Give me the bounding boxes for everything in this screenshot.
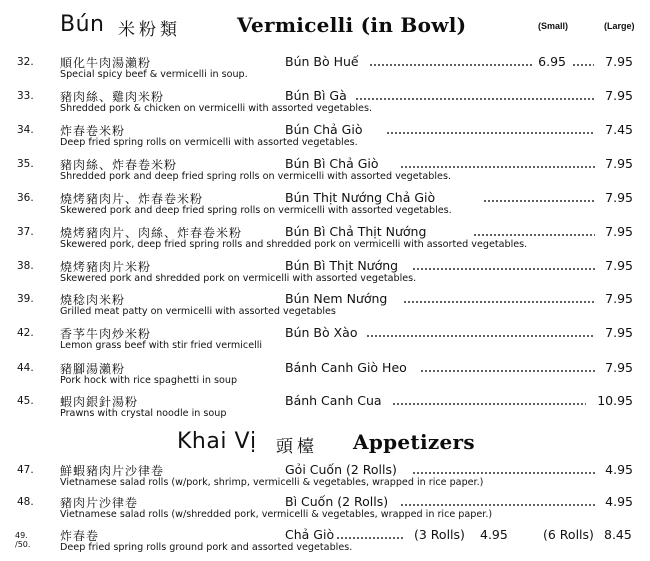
item-number: 38. xyxy=(17,260,34,272)
item-description: Deep fried spring rolls on vermicelli with assorted vegetables. xyxy=(60,137,358,148)
price-large: 7.95 xyxy=(605,291,633,306)
item-number: 33. xyxy=(17,90,34,102)
item-description: Skewered pork and shredded pork on vermicelli with assorted vegetables. xyxy=(60,273,417,284)
item-number: 34. xyxy=(17,124,34,136)
section-title-en: Appetizers xyxy=(353,430,475,454)
section-title-viet: Bún xyxy=(60,12,105,37)
quantity-small: (3 Rolls) xyxy=(414,527,465,542)
item-name-zh: 香芧牛肉炒米粉 xyxy=(60,327,152,341)
item-description: Shredded pork and deep fried spring rolls on vermicelli with assorted vegetables. xyxy=(60,171,452,182)
item-name-zh: 燒烤豬肉片米粉 xyxy=(60,260,152,274)
column-header-small: (Small) xyxy=(538,21,569,31)
menu-item-45 xyxy=(0,393,650,425)
section-header-appetizers xyxy=(0,425,650,459)
price-large: 7.95 xyxy=(605,325,633,340)
item-name-vn: Bún Thịt Nướng Chả Giò xyxy=(285,190,436,205)
item-description: Grilled meat patty on vermicelli with assorted vegetables xyxy=(60,306,336,317)
item-name-vn: Bánh Canh Cua xyxy=(285,393,382,408)
item-name-zh: 燒稔肉米粉 xyxy=(60,293,126,307)
item-number: 49. /50. xyxy=(15,531,31,549)
dot-leader xyxy=(483,200,595,202)
dot-leader xyxy=(403,301,595,303)
menu-item-35 xyxy=(0,156,650,188)
item-name-vn: Bánh Canh Giò Heo xyxy=(285,360,407,375)
section-header-vermicelli xyxy=(0,6,650,40)
item-name-vn: Bún Bì Chả Thịt Nướng xyxy=(285,224,427,239)
menu-item-49-50 xyxy=(0,527,650,559)
item-number: 36. xyxy=(17,192,34,204)
column-header-large: (Large) xyxy=(604,21,635,31)
quantity-large: (6 Rolls) xyxy=(543,527,594,542)
menu-item-36 xyxy=(0,190,650,222)
dot-leader xyxy=(420,370,595,372)
item-name-zh: 炸春卷米粉 xyxy=(60,124,126,138)
menu-item-37 xyxy=(0,224,650,256)
item-description: Vietnamese salad rolls (w/pork, shrimp, vermicelli & vegetables, wrapped in rice paper.) xyxy=(60,477,484,488)
price-large: 7.95 xyxy=(605,156,633,171)
menu-item-39 xyxy=(0,291,650,323)
price-large: 7.95 xyxy=(605,258,633,273)
item-name-vn: Bún Bì Chả Giò xyxy=(285,156,379,171)
item-description: Deep fried spring rolls ground pork and assorted vegetables. xyxy=(60,542,353,553)
item-name-vn: Bún Nem Nướng xyxy=(285,291,388,306)
item-name-vn: Bì Cuốn (2 Rolls) xyxy=(285,494,389,509)
item-name-vn: Gỏi Cuốn (2 Rolls) xyxy=(285,462,397,477)
item-description: Prawns with crystal noodle in soup xyxy=(60,408,227,419)
price-small: 4.95 xyxy=(480,527,508,542)
menu-item-48 xyxy=(0,494,650,526)
price: 4.95 xyxy=(605,462,633,477)
item-name-zh: 豬腳湯瀨粉 xyxy=(60,362,126,376)
item-description: Skewered pork, deep fried spring rolls and shredded pork on vermicelli with assorted vegetables. xyxy=(60,239,528,250)
section-title-zh: 米粉類 xyxy=(118,20,181,40)
item-name-vn: Bún Bì Gà xyxy=(285,88,347,103)
price: 4.95 xyxy=(605,494,633,509)
price-large: 7.95 xyxy=(605,88,633,103)
item-number: 47. xyxy=(17,464,34,476)
item-name-zh: 順化牛肉湯瀨粉 xyxy=(60,56,152,70)
item-name-vn: Chả Giò xyxy=(285,527,335,542)
item-description: Pork hock with rice spaghetti in soup xyxy=(60,375,238,386)
dot-leader xyxy=(400,166,595,168)
price-large: 7.95 xyxy=(605,190,633,205)
price-large: 8.45 xyxy=(604,527,632,542)
item-number: 39. xyxy=(17,293,34,305)
section-title-viet: Khai Vị xyxy=(177,429,257,454)
menu-item-44 xyxy=(0,360,650,392)
price-large: 7.45 xyxy=(605,122,633,137)
dot-leader xyxy=(392,403,586,405)
item-name-zh: 豬肉片沙律卷 xyxy=(60,496,139,510)
dot-leader xyxy=(355,98,595,100)
item-name-vn: Bún Bò Xào xyxy=(285,325,358,340)
dot-leader xyxy=(386,132,595,134)
dot-leader xyxy=(473,234,595,236)
item-number: 48. xyxy=(17,496,34,508)
menu-item-34 xyxy=(0,122,650,154)
item-description: Vietnamese salad rolls (w/shredded pork, vermicelli & vegetables, wrapped in rice paper.) xyxy=(60,509,493,520)
dot-leader xyxy=(400,504,595,506)
dot-leader xyxy=(336,537,404,539)
price-large: 7.95 xyxy=(605,360,633,375)
dot-leader xyxy=(412,268,595,270)
item-number: 45. xyxy=(17,395,34,407)
dot-leader xyxy=(366,335,595,337)
item-description: Special spicy beef & vermicelli in soup. xyxy=(60,69,248,80)
item-name-vn: Bún Bì Thịt Nướng xyxy=(285,258,399,273)
item-name-zh: 鮮蝦豬肉片沙律卷 xyxy=(60,464,165,478)
price-large: 7.95 xyxy=(605,224,633,239)
item-number: 35. xyxy=(17,158,34,170)
dot-leader xyxy=(369,64,534,66)
item-description: Skewered pork and deep fried spring rolls on vermicelli with assorted vegetables. xyxy=(60,205,452,216)
item-name-zh: 豬肉絲、雞肉米粉 xyxy=(60,90,165,104)
item-number: 42. xyxy=(17,327,34,339)
item-name-zh: 燒烤豬肉片、肉絲、炸春卷米粉 xyxy=(60,226,243,240)
item-name-zh: 蝦肉銀針湯粉 xyxy=(60,395,139,409)
item-number: 44. xyxy=(17,362,34,374)
item-name-vn: Bún Chả Giò xyxy=(285,122,363,137)
item-description: Lemon grass beef with stir fried vermicelli xyxy=(60,340,263,351)
item-name-zh: 豬肉絲、炸春卷米粉 xyxy=(60,158,178,172)
item-number: 32. xyxy=(17,56,34,68)
section-title-en: Vermicelli (in Bowl) xyxy=(237,13,467,37)
menu-item-38 xyxy=(0,258,650,290)
item-description: Shredded pork & chicken on vermicelli with assorted vegetables. xyxy=(60,103,373,114)
menu-item-32 xyxy=(0,54,650,86)
menu-item-42 xyxy=(0,325,650,357)
item-name-vn: Bún Bò Huế xyxy=(285,54,359,69)
menu-item-47 xyxy=(0,462,650,494)
menu-item-33 xyxy=(0,88,650,120)
dot-leader xyxy=(572,64,594,66)
item-number: 37. xyxy=(17,226,34,238)
section-title-zh: 頭檯 xyxy=(276,437,318,457)
price-large: 10.95 xyxy=(597,393,633,408)
price-large: 7.95 xyxy=(605,54,633,69)
dot-leader xyxy=(412,472,595,474)
price-small: 6.95 xyxy=(538,54,566,69)
item-name-zh: 炸春卷 xyxy=(60,529,100,543)
item-name-zh: 燒烤豬肉片、炸春卷米粉 xyxy=(60,192,204,206)
